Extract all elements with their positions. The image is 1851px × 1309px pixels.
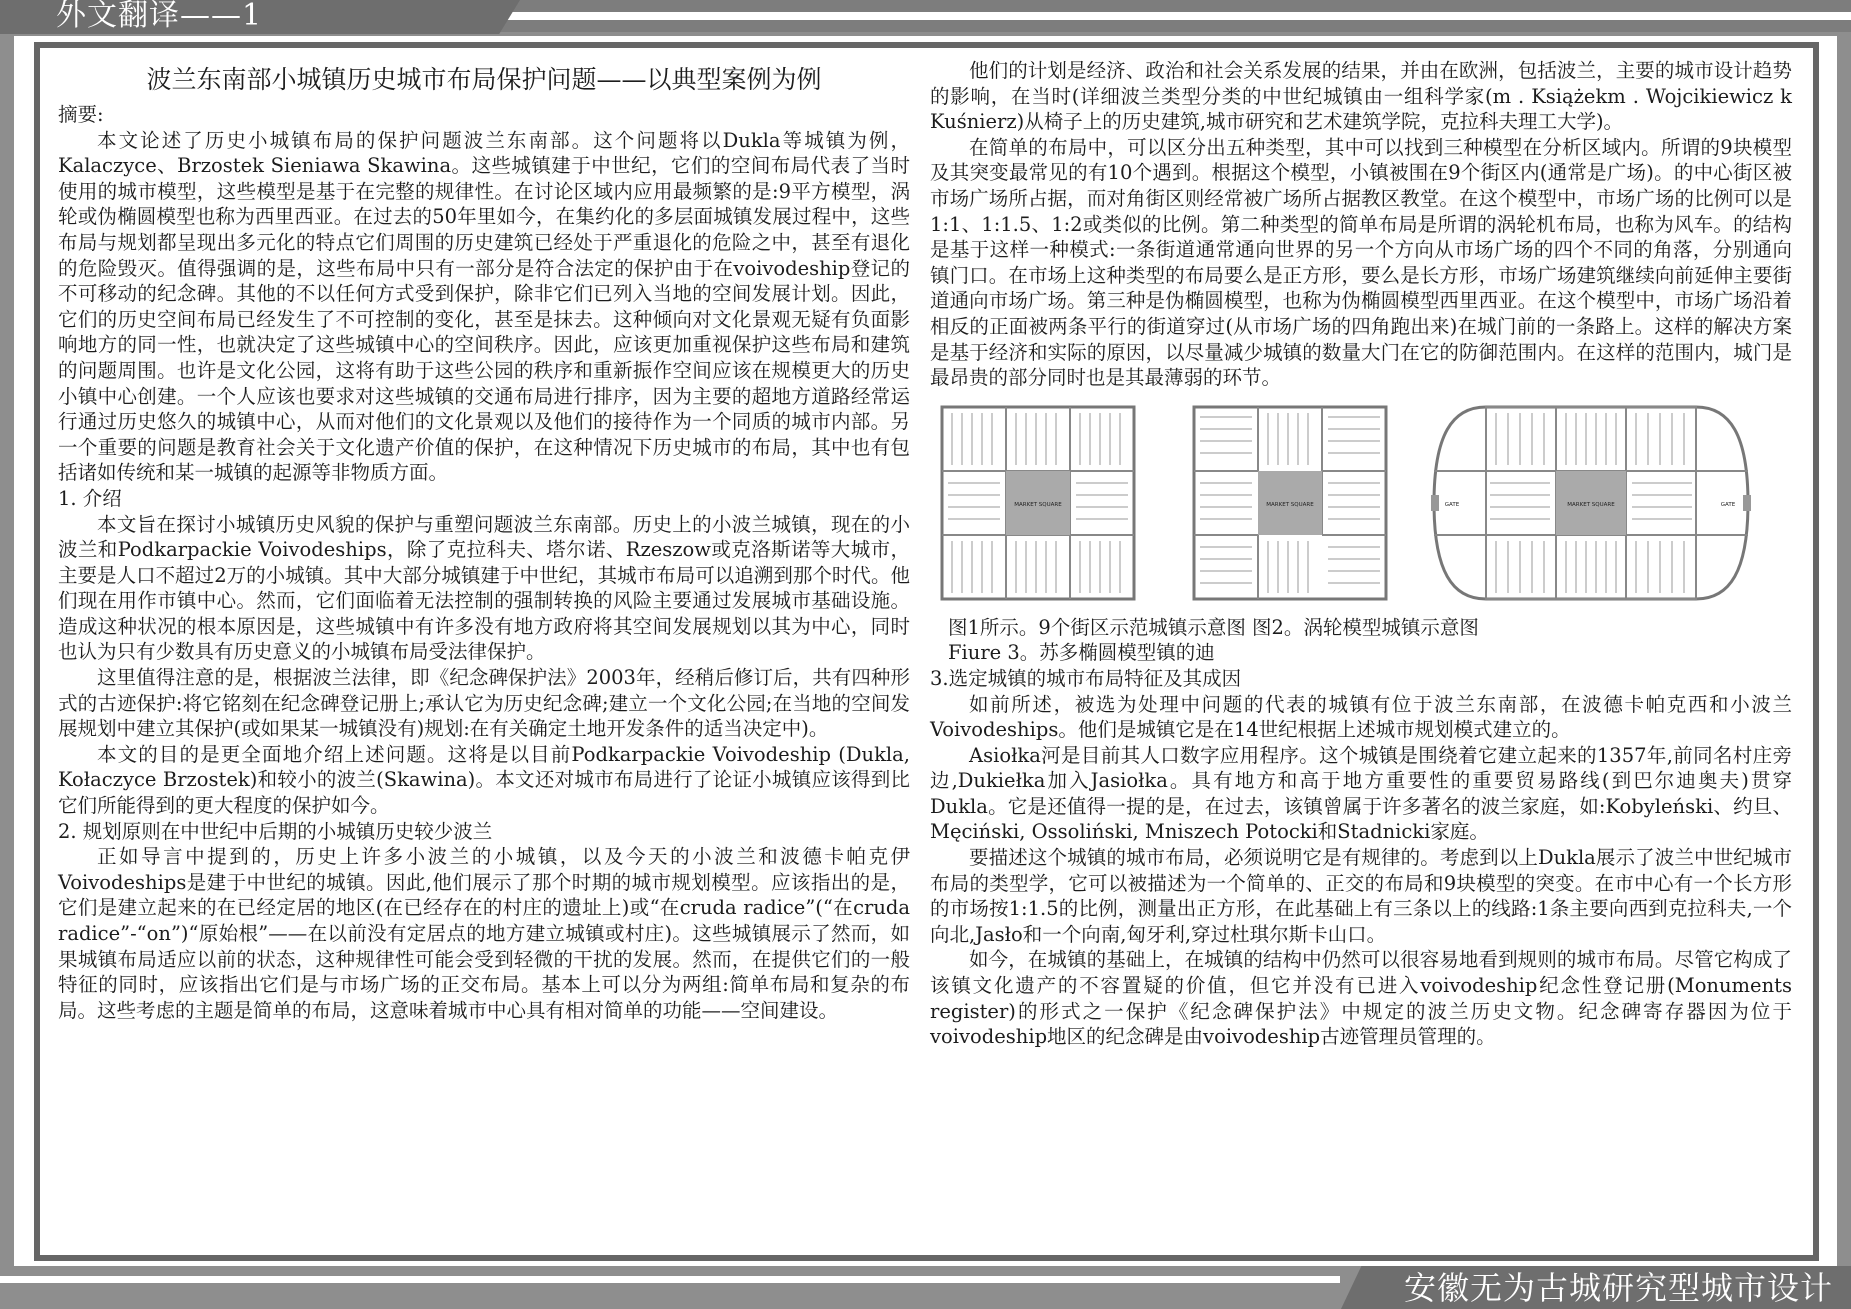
section-heading-planning: 2. 规划原则在中世纪中后期的小城镇历史较少波兰 (58, 819, 493, 843)
figure3-gate-label-right: GATE (1720, 501, 1736, 508)
footer-title: 安徽无为古城研究型城市设计 (1403, 1269, 1833, 1307)
right-paragraph-2: 在简单的布局中，可以区分出五种类型，其中可以找到三种模型在分析区域内。所谓的9块模型及其突变最常见的有10个遇到。根据这个模型，小镇被围在9个街区内(通常是广场)。的中心街区被市场广场所占据，而对角街区则经常被广场所占据教区教堂。在这个模型中，市场广场的比例可以是1:1、1:1.5、1:2或类似的比例。第二种类型的简单布局是所谓的涡轮机布局，也称为风车。的结构是基于这样一种模式:一条街道通常通向世界的另一个方向从市场广场的四个不同的角落，分别通向镇门口。在市场上这种类型的布局要么是正方形，要么是长方形，市场广场建筑继续向前延伸主要街道通向市场广场。第三种是伪椭圆模型，也称为伪椭圆模型西里西亚。在这个模型中，市场广场沿着相反的正面被两条平行的街道穿过(从市场广场的四角跑出来)在城门前的一条路上。这样的解决方案是基于经济和实际的原因，以尽量减少城镇的数量大门在它的防御范围内。在这样的范围内，城门是最昂贵的部分同时也是其最薄弱的环节。 (930, 135, 1792, 390)
section-heading-intro: 1. 介绍 (58, 486, 122, 510)
figure-row (930, 405, 1792, 605)
section-heading-selected-towns: 3.选定城镇的城市布局特征及其成因 (930, 666, 1242, 690)
right-paragraph-3: 如前所述，被选为处理中问题的代表的城镇有位于波兰东南部，在波德卡帕克西和小波兰Voivodeships。他们是城镇它是在14世纪根据上述城市规划模式建立的。 (930, 692, 1792, 742)
figure3-gate-label-left: GATE (1444, 501, 1460, 508)
left-column (58, 58, 910, 1023)
right-column (930, 58, 1792, 1050)
intro-paragraph-3: 本文的目的是更全面地介绍上述问题。这将是以目前Podkarpackie Voivodeship (Dukla, Kołaczyce Brzostek)和较小的波兰(Skawina)。本文还对城市布局进行了论证小城镇应该得到比它们所能得到的更大程度的保护如今。 (58, 742, 910, 818)
intro-paragraph-2: 这里值得注意的是，根据波兰法律，即《纪念碑保护法》2003年，经稍后修订后，共有四种形式的古迹保护:将它铭刻在纪念碑登记册上;承认它为历史纪念碑;建立一个文化公园;在当地的空间发展规划中建立其保护(或如果某一城镇没有)规划:在有关确定土地开发条件的适当决定中)。 (58, 666, 910, 741)
figure3-market-square-label: MARKET SQUARE (1567, 501, 1615, 508)
figure-caption-1: 图1所示。9个街区示范城镇示意图 图2。涡轮模型城镇示意图 (948, 615, 1479, 639)
figure-pseudo-oval (1430, 405, 1752, 601)
intro-paragraph-1: 本文旨在探讨小城镇历史风貌的保护与重塑问题波兰东南部。历史上的小波兰城镇，现在的小波兰和Podkarpackie Voivodeships，除了克拉科夫、塔尔诺、Rzeszow或克洛斯诺等大城市，主要是人口不超过2万的小城镇。其中大部分城镇建于中世纪，其城市布局可以追溯到那个时代。他们现在用作市镇中心。然而，它们面临着无法控制的强制转换的风险主要通过发展城市基础设施。造成这种状况的根本原因是，这些城镇中有许多没有地方政府将其空间发展规划以其为中心，同时也认为只有少数具有历史意义的小城镇布局受法律保护。 (58, 512, 910, 664)
right-paragraph-4: Asiołka河是目前其人口数字应用程序。这个城镇是围绕着它建立起来的1357年,前同名村庄旁边,Dukiełka加入Jasiołka。具有地方和高于地方重要性的重要贸易路线(到巴尔迪奥夫)贯穿Dukla。它是还值得一提的是，在过去，该镇曾属于许多著名的波兰家庭，如:Kobyleński、约旦、Męciński, Ossoliński, Mniszech Potocki和Stadnicki家庭。 (930, 743, 1792, 844)
header-rule (500, 12, 1851, 20)
right-paragraph-1: 他们的计划是经济、政治和社会关系发展的结果，并由在欧洲，包括波兰，主要的城市设计趋势的影响，在当时(详细波兰类型分类的中世纪城镇由一组科学家(m . Książekm . Wojcikiewicz k Kuśnierz)从椅子上的历史建筑,城市研究和艺术建筑学院，克拉科夫理工大学)。 (930, 59, 1792, 134)
article-title: 波兰东南部小城镇历史城市布局保护问题——以典型案例为例 (146, 65, 822, 94)
planning-paragraph-1: 正如导言中提到的，历史上许多小波兰的小城镇，以及今天的小波兰和波德卡帕克伊Voivodeships是建于中世纪的城镇。因此,他们展示了那个时期的城市规划模型。应该指出的是，它们是建立起来的在已经定居的地区(在已经存在的村庄的遗址上)或“在cruda radice”(“在cruda radice”-“on”)“原始根”——在以前没有定居点的地方建立城镇或村庄)。这些城镇展示了然而，如果城镇布局适应以前的状态，这种规律性可能会受到轻微的干扰的发展。然而，在提供它们的一般特征的同时，应该指出它们是与市场广场的正交布局。基本上可以分为两组:简单布局和复杂的布局。这些考虑的主题是简单的布局，这意味着城市中心具有相对简单的功能——空间建设。 (58, 845, 910, 1022)
abstract-label: 摘要: (58, 103, 104, 126)
right-paragraph-5: 要描述这个城镇的城市布局，必须说明它是有规律的。考虑到以上Dukla展示了波兰中世纪城市布局的类型学，它可以被描述为一个简单的、正交的布局和9块模型的突变。在市中心有一个长方形的市场按1:1.5的比例，测量出正方形，在此基础上有三条以上的线路:1条主要向西到克拉科夫,一个向北,Jasło和一个向南,匈牙利,穿过杜琪尔斯卡山口。 (930, 846, 1792, 946)
figure2-market-square-label: MARKET SQUARE (1266, 501, 1314, 508)
figure-nine-block (940, 405, 1136, 601)
figure-turbine (1192, 405, 1388, 601)
right-paragraph-6: 如今，在城镇的基础上，在城镇的结构中仍然可以很容易地看到规则的城市布局。尽管它构成了该镇文化遗产的不容置疑的价值，但它并没有已进入voivodeship纪念性登记册(Monuments register)的形式之一保护《纪念碑保护法》中规定的波兰历史文物。纪念碑寄存器因为位于voivodeship地区的纪念碑是由voivodeship古迹管理员管理的。 (930, 948, 1792, 1049)
header-title: 外文翻译——1 (56, 0, 263, 33)
footer-rule (0, 1276, 1340, 1283)
abstract-paragraph: 本文论述了历史小城镇布局的保护问题波兰东南部。这个问题将以Dukla等城镇为例，Kalaczyce、Brzostek Sieniawa Skawina。这些城镇建于中世纪，它们的空间布局代表了当时使用的城市模型，这些模型是基于在完整的规律性。在讨论区域内应用最频繁的是:9平方模型，涡轮或伪椭圆模型也称为西里西亚。在过去的50年里如今，在集约化的多层面城镇发展过程中，这些布局与规划都呈现出多元化的特点它们周围的历史建筑已经处于严重退化的危险之中，甚至有退化的危险毁灭。值得强调的是，这些布局中只有一部分是符合法定的保护由于在voivodeship登记的不可移动的纪念碑。其他的不以任何方式受到保护，除非它们已列入当地的空间发展计划。因此，它们的历史空间布局已经发生了不可控制的变化，甚至是抹去。这种倾向对文化景观无疑有负面影响地方的同一性，也就决定了这些城镇中心的空间秩序。因此，应该更加重视保护这些布局和建筑的问题周围。也许是文化公园，这将有助于这些公园的秩序和重新振作空间应该在规模更大的历史小镇中心创建。一个人应该也要求对这些城镇的交通布局进行排序，因为主要的超地方道路经常运行通过历史悠久的城镇中心，从而对他们的文化景观以及他们的接待作为一个同质的城市内部。另一个重要的问题是教育社会关于文化遗产价值的保护，在这种情况下历史城市的布局，其中也有包括诸如传统和某一城镇的起源等非物质方面。 (58, 128, 910, 485)
figure1-market-square-label: MARKET SQUARE (1014, 501, 1062, 508)
figure-caption-2: Fiure 3。苏多椭圆模型镇的迪 (948, 641, 1215, 665)
